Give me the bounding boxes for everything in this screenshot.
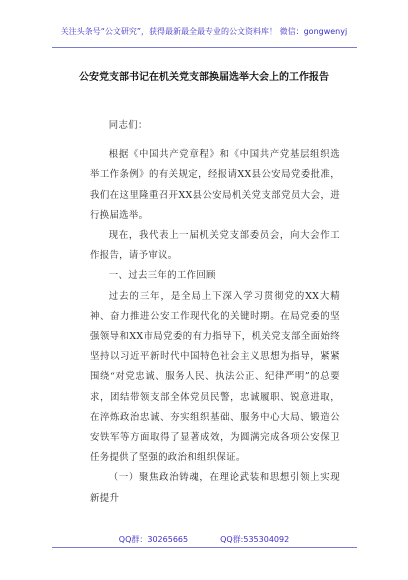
body-paragraph: 现在，我代表上一届机关党支部委员会，向大会作工作报告，请予审议。 [90,230,340,262]
header-divider [52,47,357,48]
salutation: 同志们： [108,120,148,131]
footer-qq-group-1: QQ群：30265665 [118,535,189,544]
body-paragraph: 过去的三年，是全局上下深入学习贯彻党的XX大精神、奋力推进公安工作现代化的关键时期。在局党委的坚强领导和XX市局党委的有力指导下，机关党支部全面始终坚持以习近平新时代中国特色社会主义思想为指导，紧紧围绕“对党忠诚、服务人民、执法公正、纪律严明”的总要求，团结带领支部全体党员民警，忠诚履职、锐意进取，在淬炼政治忠诚、夯实组织基础、服务中心大局、锻造公安铁军等方面取得了显著成效，为圆满完成各项公安保卫任务提供了坚强的政治和组织保证。 [90,290,340,464]
document-title: 公安党支部书记在机关党支部换届选举大会上的工作报告 [79,72,329,83]
subsection-heading: （一）聚焦政治铸魂，在理论武装和思想引领上实现新提升 [90,472,340,504]
body-paragraph: 根据《中国共产党章程》和《中国共产党基层组织选举工作条例》的有关规定，经报请XX县公安局党委批准，我们在这里隆重召开XX县公安局机关党支部党员大会，进行换届选举。 [90,149,340,221]
header-promo-note: 关注头条号“公文研究”，获得最新最全最专业的公文资料库！ 微信：gongwenyj [60,27,348,36]
footer-divider [52,547,357,548]
footer-contact [0,535,408,545]
section-heading: 一、过去三年的工作回顾 [108,270,216,282]
document-body [90,116,340,509]
footer-qq-group-2: QQ群:535304092 [220,535,290,544]
